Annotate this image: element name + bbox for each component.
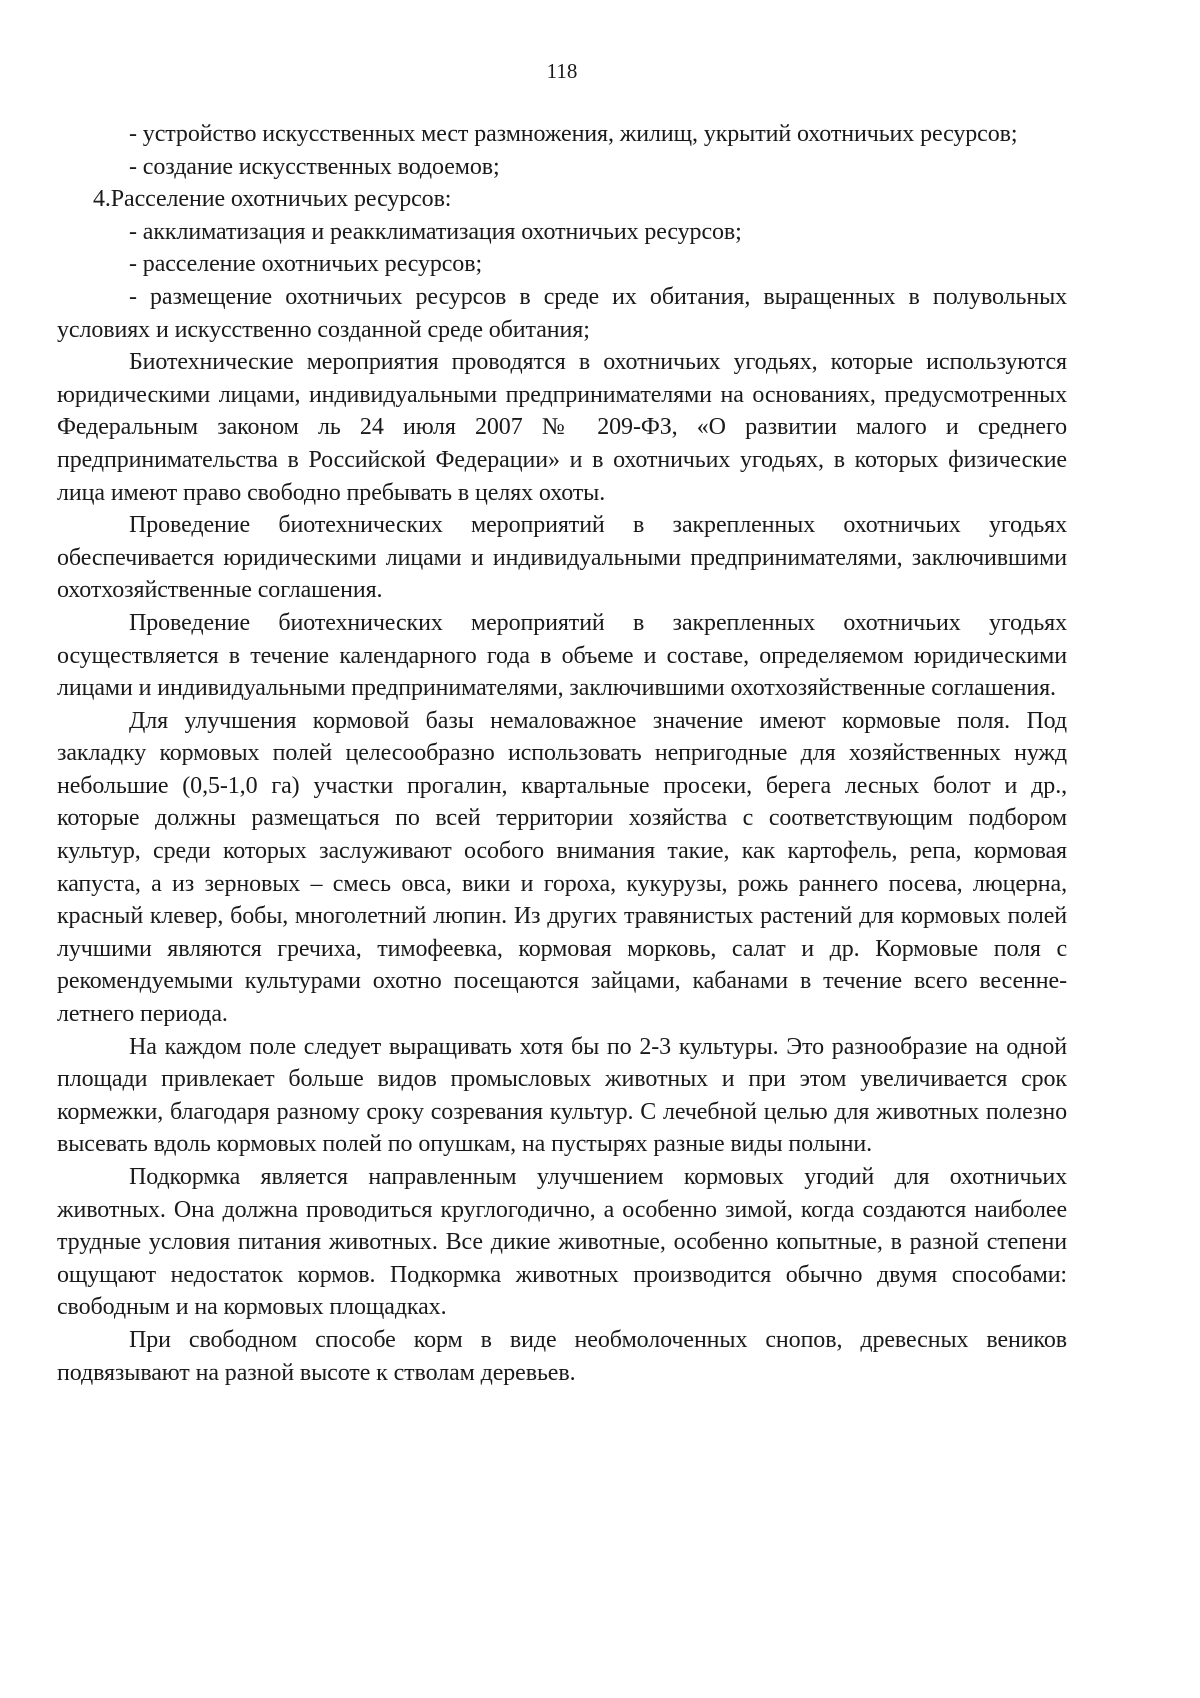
list-item: - размещение охотничьих ресурсов в среде их обитания, выращенных в полувольных условиях и искусственно созданной среде обитания;: [57, 283, 1067, 343]
list-item: - устройство искусственных мест размножения, жилищ, укрытий охотничьих ресурсов;: [129, 121, 1018, 147]
paragraph: Для улучшения кормовой базы немаловажное значение имеют кормовые поля. Под закладку кормовых полей целесообразно использовать непригодные для хозяйственных нужд небольшие (0,5-1,0 га) участки прогалин, квартальные просеки, берега лесных болот и др., которые должны размещаться по всей территории хозяйства с соответствующим подбором культур, среди которых заслуживают особого внимания такие, как картофель, репа, кормовая капуста, а из зерновых – смесь овса, вики и гороха, кукурузы, рожь раннего посева, люцерна, красный клевер, бобы, многолетний люпин. Из других травянистых растений для кормовых полей лучшими являются гречиха, тимофеевка, кормовая морковь, салат и др. Кормовые поля с рекомендуемыми культурами охотно посещаются зайцами, кабанами в течение всего весенне-летнего периода.: [57, 707, 1067, 1028]
section-heading: 4.Расселение охотничьих ресурсов:: [93, 186, 452, 213]
paragraph: Подкормка является направленным улучшением кормовых угодий для охотничьих животных. Она должна проводиться круглогодично, а особенно зимой, когда создаются наиболее трудные условия питания животных. Все дикие животные, особенно копытные, в разной степени ощущают недостаток кормов. Подкормка животных производится обычно двумя способами: свободным и на кормовых площадках.: [57, 1164, 1067, 1321]
paragraph: Проведение биотехнических мероприятий в закрепленных охотничьих угодьях обеспечивается юридическими лицами и индивидуальными предпринимателями, заключившими охотхозяйственные соглашения.: [57, 512, 1067, 604]
list-item: - акклиматизация и реакклиматизация охотничьих ресурсов;: [129, 218, 742, 245]
paragraph: Биотехнические мероприятия проводятся в охотничьих угодьях, которые используются юридическими лицами, индивидуальными предпринимателями на основаниях, предусмотренных Федеральным законом ль 24 июля 2007 № 209-ФЗ, «О развитии малого и среднего предпринимательства в Российской Федерации» и в охотничьих угодьях, в которых физические лица имеют право свободно пребывать в целях охоты.: [57, 349, 1067, 506]
list-item: - создание искусственных водоемов;: [129, 153, 500, 180]
list-item: - расселение охотничьих ресурсов;: [129, 251, 483, 278]
paragraph: При свободном способе корм в виде необмолоченных снопов, древесных веников подвязывают на разной высоте к стволам деревьев.: [57, 1326, 1067, 1386]
document-body: [57, 118, 1067, 1389]
paragraph: На каждом поле следует выращивать хотя бы по 2-3 культуры. Это разнообразие на одной площади привлекает больше видов промысловых животных и при этом увеличивается срок кормежки, благодаря разному сроку созревания культур. С лечебной целью для животных полезно высевать вдоль кормовых полей по опушкам, на пустырях разные виды полыни.: [57, 1033, 1067, 1158]
paragraph: Проведение биотехнических мероприятий в закрепленных охотничьих угодьях осуществляется в течение календарного года в объеме и составе, определяемом юридическими лицами и индивидуальными предпринимателями, заключившими охотхозяйственные соглашения.: [57, 609, 1067, 702]
page-number: 118: [546, 59, 578, 83]
